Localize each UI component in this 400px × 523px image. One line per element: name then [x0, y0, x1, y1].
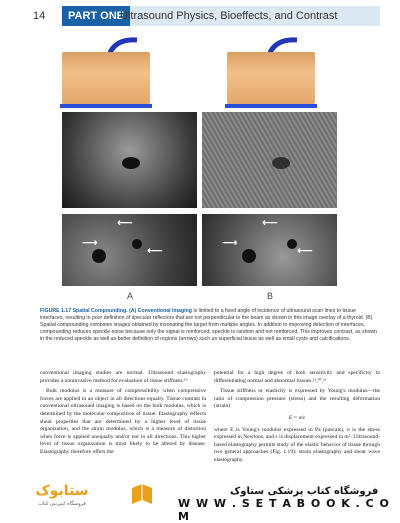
ultrasound-image-b-bottom	[202, 214, 337, 286]
caption-text: is limited to a fixed angle of incidence of ultrasound scan lines to tissue interfaces, resulting in poor definition of specular reflectors that are not perpendicular to the beam as shown in this image overlay of a thyroid. (B) Spatial compounding combines images obtained by insonating the target from multiple angles. In addition to improving detection of interfaces, compounding reduces speckle noise because only the signal is reinforced; speckle is random and not reinforced. This improves contrast, as shown in the reduced speckle as well as better definition of regions (arrows) such as superficial tissue as well as small cysts and calcifications.	[40, 308, 377, 342]
arrow-icon: ⟵	[117, 216, 133, 229]
part-label: PART ONE	[62, 6, 130, 26]
panel-label-a: A	[127, 291, 134, 301]
cyst	[272, 157, 290, 169]
logo-text: ستابوک	[35, 483, 89, 499]
body-column-right	[214, 370, 380, 468]
caption-label: FIGURE 1.17	[40, 308, 72, 314]
arrow-icon: ⟵	[297, 244, 313, 257]
transducer-probe-b	[227, 52, 315, 104]
ultrasound-image-b-top	[202, 112, 337, 208]
page-header	[0, 0, 400, 26]
cyst	[92, 249, 106, 263]
paragraph: where E is Young's modulus expressed in Pa (pascals), σ is the stress expressed in Newtons, and ε is displacement expressed in m². Ultrasound-based elastography permits study of the elastic behavior of tissue through two general approaches (Fig. 1.19): strain elastography and shear wave elastography.	[214, 426, 380, 463]
book-icon	[130, 480, 154, 508]
figure-1-17	[62, 36, 380, 301]
paragraph: Tissue stiffness or elasticity is expressed by Young's modulus—the ratio of compression pressure (stress) and the resulting deformation (strain)	[214, 388, 380, 410]
arrow-icon: ⟵	[262, 216, 278, 229]
probe-face-b	[225, 104, 317, 108]
running-title: Ultrasound Physics, Bioeffects, and Contrast	[120, 10, 338, 22]
arrow-icon: ⟵	[147, 244, 163, 257]
paragraph: potential for a high degree of both sensitivity and specificity in differentiating normal and abnormal tissues.¹³,²⁰,²¹	[214, 370, 380, 384]
caption-lead: Spatial Compounding. (A) Conventional imaging	[72, 308, 192, 314]
panel-label-b: B	[267, 291, 274, 301]
ad-url[interactable]: W W W . S E T A B O O K . C O M	[178, 497, 390, 523]
body-column-left	[40, 370, 206, 460]
cyst	[132, 239, 142, 249]
paragraph: Bulk modulus is a measure of compressibility when compressive forces are applied to an object in all directions equally. Tissue contrast in conventional ultrasound imaging is based on the bulk modulus, which is determined by the molecular composition of tissue. Elastography reflects shear properties that are determined by a higher level of tissue organization, and the strain modulus, which is a measure of distortion when force is applied unequally and/or not in all directions. This higher level of tissue organization is most likely to be altered by disease. Elastography therefore offers the	[40, 388, 206, 455]
arrow-icon: ⟶	[82, 236, 98, 249]
figure-caption	[40, 308, 380, 343]
logo-sub: فروشگاه اینترنتی کتاب	[38, 501, 86, 507]
paragraph: conventional imaging studies are normal. Ultrasound elastography provides a noninvasive method for evaluation of tissue stiffness.¹⁹	[40, 370, 206, 384]
transducer-probe-a	[62, 52, 150, 104]
page-number: 14	[0, 6, 62, 26]
arrow-icon: ⟶	[222, 236, 238, 249]
setabook-logo	[20, 478, 104, 508]
cyst	[242, 249, 256, 263]
cyst	[287, 239, 297, 249]
equation: E = σ/ε	[288, 414, 306, 421]
probe-face-a	[60, 104, 152, 108]
cyst	[122, 157, 140, 169]
ultrasound-image-a-bottom	[62, 214, 197, 286]
ad-store-name: فروشگاه کتاب پزشکی ستاوک	[230, 486, 379, 497]
ultrasound-image-a-top	[62, 112, 197, 208]
